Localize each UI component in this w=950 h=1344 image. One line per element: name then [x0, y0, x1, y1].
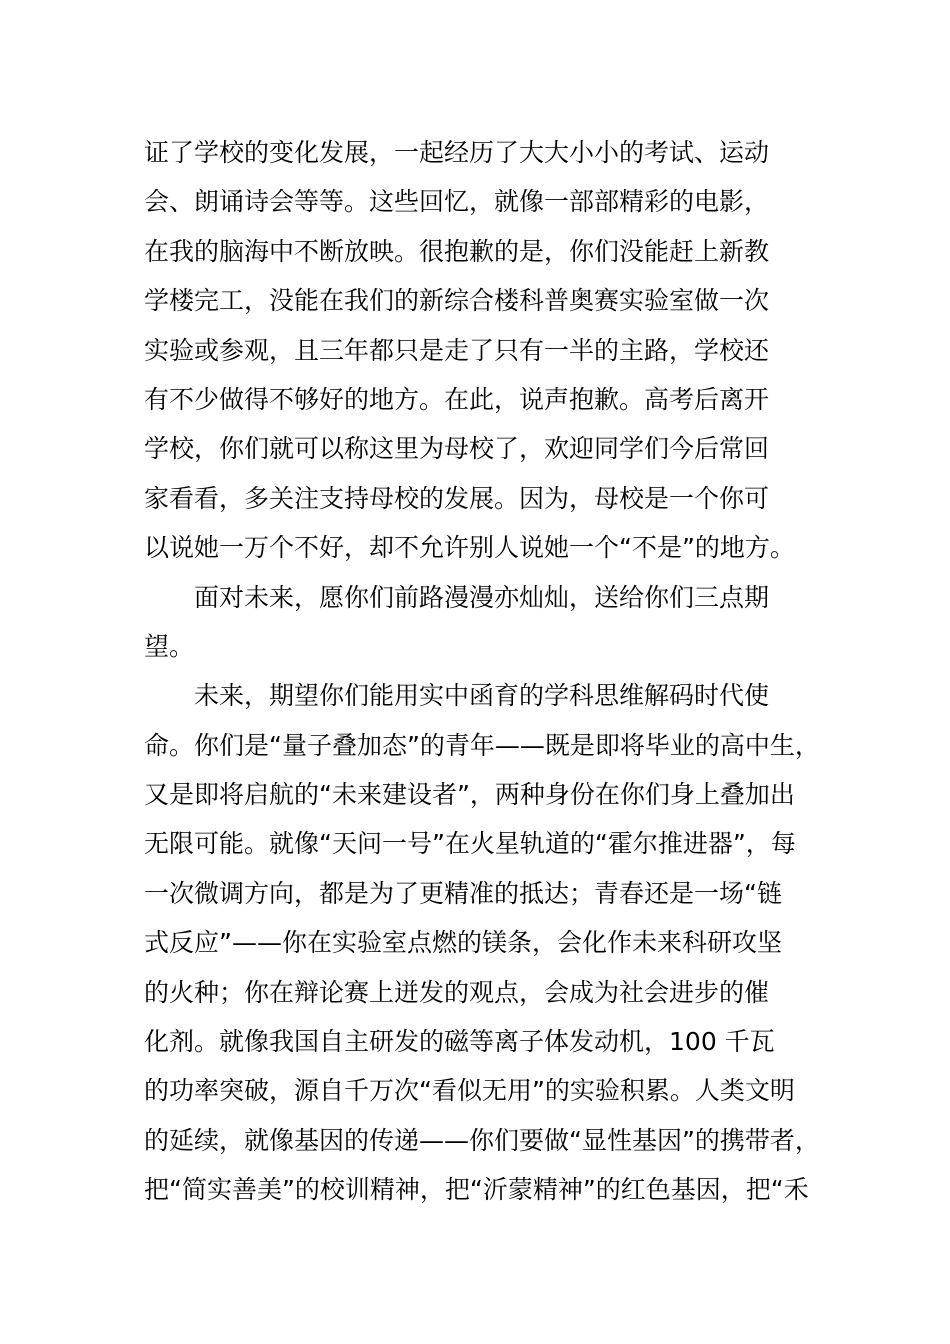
body-text [144, 128, 834, 1215]
text-line: 一次微调方向，都是为了更精准的抵达；青春还是一场“链 [144, 878, 782, 908]
text-line: 的火种；你在辩论赛上迸发的观点，会成为社会进步的催 [144, 977, 770, 1007]
text-line: 学校，你们就可以称这里为母校了，欢迎同学们今后常回 [144, 434, 770, 464]
text-line: 把“简实善美”的校训精神，把“沂蒙精神”的红色基因，把“禾 [144, 1175, 809, 1205]
text-line: 式反应”——你在实验室点燃的镁条，会化作未来科研攻坚 [144, 928, 782, 958]
text-line: 实验或参观，且三年都只是走了只有一半的主路，学校还 [144, 335, 770, 365]
text-line: 的功率突破，源自千万次“看似无用”的实验积累。人类文明 [144, 1076, 795, 1106]
text-line: 又是即将启航的“未来建设者”，两种身份在你们身上叠加出 [144, 780, 795, 810]
text-line: 学楼完工，没能在我们的新综合楼科普奥赛实验室做一次 [144, 286, 770, 316]
text-line: 以说她一万个不好，却不允许别人说她一个“不是”的地方。 [144, 533, 795, 563]
text-line: 化剂。就像我国自主研发的磁等离子体发动机，100 千瓦 [144, 1027, 775, 1057]
text-line: 证了学校的变化发展，一起经历了大大小小的考试、运动 [144, 138, 770, 167]
paragraph-start-line: 未来，期望你们能用实中函育的学科思维解码时代使 [194, 681, 770, 711]
paragraph-start-line: 面对未来，愿你们前路漫漫亦灿灿，送给你们三点期 [194, 582, 770, 612]
text-line: 家看看，多关注支持母校的发展。因为，母校是一个你可 [144, 483, 770, 513]
text-line: 命。你们是“量子叠加态”的青年——既是即将毕业的高中生， [144, 730, 820, 760]
text-line: 无限可能。就像“天问一号”在火星轨道的“霍尔推进器”，每 [144, 829, 796, 859]
text-line: 有不少做得不够好的地方。在此，说声抱歉。高考后离开 [144, 384, 770, 414]
text-line: 在我的脑海中不断放映。很抱歉的是，你们没能赶上新教 [144, 236, 770, 266]
text-line: 会、朗诵诗会等等。这些回忆，就像一部部精彩的电影， [144, 187, 770, 217]
text-line: 望。 [144, 631, 195, 661]
text-line: 的延续，就像基因的传递——你们要做“显性基因”的携带者， [144, 1125, 820, 1155]
